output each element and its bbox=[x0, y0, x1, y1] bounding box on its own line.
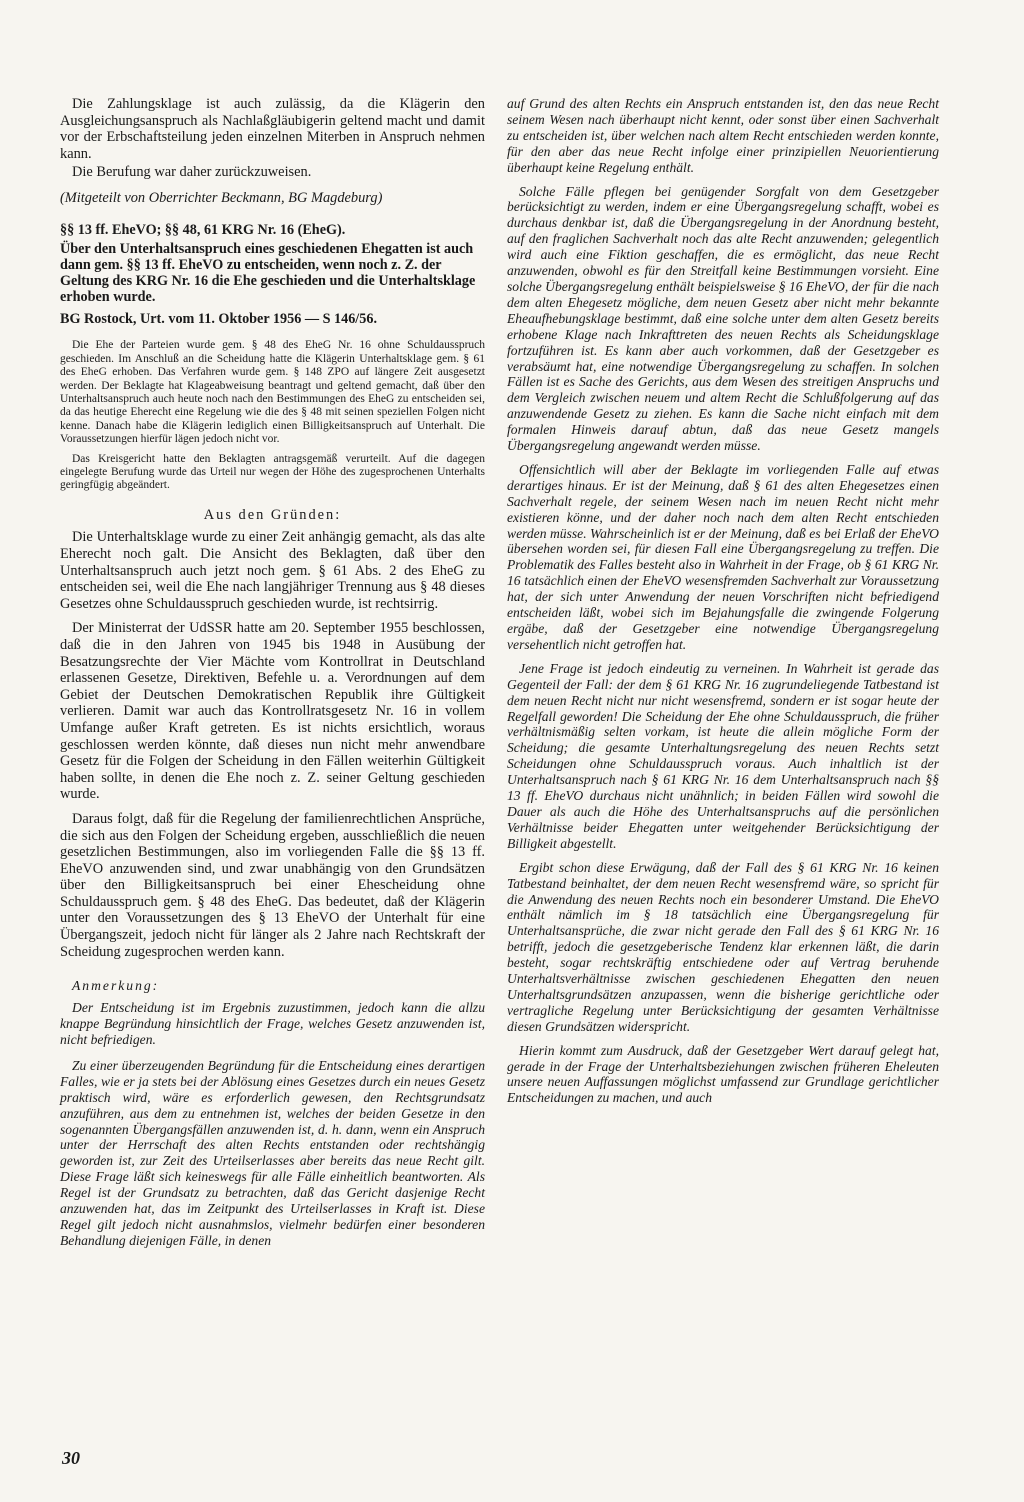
headnote: Über den Unterhaltsanspruch eines geschiedenen Ehegatten ist auch dann gem. §§ 13 ff. EheVO zu entscheiden, wenn noch z. Z. der Geltung des KRG Nr. 16 die Ehe geschieden und die Unterhaltsklage erhoben wurde. bbox=[60, 241, 476, 305]
source-credit: (Mitgeteilt von Oberrichter Beckmann, BG Magdeburg) bbox=[60, 189, 383, 206]
court-citation: BG Rostock, Urt. vom 11. Oktober 1956 — S 146/56. bbox=[60, 310, 377, 327]
facts-paragraph: Das Kreisgericht hatte den Beklagten antragsgemäß verurteilt. Auf die dagegen eingelegte Berufung wurde das Urteil nur wegen der Höhe des zugesprochenen Unterhalts geringfügig abgeändert. bbox=[60, 452, 485, 492]
annotation-paragraph: Offensichtlich will aber der Beklagte im vorliegenden Falle auf etwas derartiges hinaus. Er ist der Meinung, daß § 61 des alten Ehegesetzes einen Sachverhalt regele, der seinem Wesen nach im neuen Recht nicht mehr existieren könne, und der daher noch nach dem alten Recht entschieden werden müsse. Wahrscheinlich ist er der Meinung, daß es bei Erlaß der EheVO übersehen worden sei, für diesen Fall eine Übergangsregelung zu treffen. Die Problematik des Falles besteht also in Wahrheit in der Frage, ob § 61 KRG Nr. 16 tatsächlich einen der EheVO wesensfremden Sachverhalt zur Voraussetzung hat, der sich unter Anwendung der neuen Vorschriften nicht befriedigend entscheiden läßt, wobei sich im Bejahungsfalle die zwingende Folgerung ergäbe, daß der Gesetzgeber eine notwendige Übergangsregelung versehentlich nicht getroffen hat. bbox=[507, 461, 939, 652]
case-reference: §§ 13 ff. EheVO; §§ 48, 61 KRG Nr. 16 (EheG). bbox=[60, 221, 346, 238]
page-number: 30 bbox=[62, 1448, 80, 1468]
annotation-paragraph: auf Grund des alten Rechts ein Anspruch entstanden ist, den das neue Recht seinem Wesen nach überhaupt nicht kennt, oder sonst über einen Sachverhalt zu entscheiden ist, über welchen nach altem Recht entschieden werden konnte, für den aber das neue Recht infolge einer prinzipiellen Neuorientierung überhaupt keine Regelung enthält. bbox=[507, 96, 939, 175]
facts-paragraph: Die Ehe der Parteien wurde gem. § 48 des EheG Nr. 16 ohne Schuldausspruch geschieden. Im Anschluß an die Scheidung hatte die Klägerin Unterhaltsklage gem. § 61 des EheG erhoben. Das Verfahren wurde gem. § 148 ZPO auf längere Zeit ausgesetzt werden. Der Beklagte hat Klageabweisung beantragt und geltend gemacht, daß über den Unterhaltsanspruch auch heute noch nach den Bestimmungen des EheG zu entscheiden sei, da das heutige Eherecht eine Regelung wie die des § 48 mit seinen speziellen Folgen nicht kenne. Danach habe die Klägerin lediglich einen Billigkeitsanspruch auf Unterhalt. Die Voraussetzungen hierfür lägen jedoch nicht vor. bbox=[60, 339, 485, 446]
right-column bbox=[507, 96, 939, 1106]
annotation-paragraph: Jene Frage ist jedoch eindeutig zu verneinen. In Wahrheit ist gerade das Gegenteil der Fall: der dem § 61 KRG Nr. 16 zugrundeliegende Tatbestand ist dem neuen Recht nicht nur nicht wesensfremd, sondern er ist sogar heute der Regelfall geworden! Die Scheidung der Ehe ohne Schuldausspruch, die früher verhältnismäßig selten vorkam, ist heute die allein mögliche Form der Scheidung; die gesamte Unterhaltungsregelung des neuen Rechts setzt Scheidungen ohne Schuldausspruch voraus. Auch inhaltlich ist der Unterhaltsanspruch nach § 61 KRG Nr. 16 dem Unterhaltsanspruch nach §§ 13 ff. EheVO durchaus nicht unähnlich; in beiden Fällen wird sowohl die Dauer als auch die Höhe des Unterhaltsanspruchs auf die persönlichen Verhältnisse beider Ehegatten unter weitgehender Berücksichtigung der Billigkeit abgestellt. bbox=[507, 660, 939, 851]
left-column bbox=[60, 96, 485, 1249]
annotation-paragraph: Ergibt schon diese Erwägung, daß der Fall des § 61 KRG Nr. 16 keinen Tatbestand beinhaltet, der dem neuen Recht wesensfremd wäre, so spricht für die Anwendung des neuen Rechts noch ein besonderer Umstand. Die EheVO enthält nämlich im § 18 tatsächlich eine Übergangsregelung für Unterhaltsansprüche, die zwar nicht gerade den Fall des § 61 KRG Nr. 16 betrifft, jedoch die gesetzgeberische Tendenz klar erkennen läßt, die darin besteht, sogar rechtskräftig entschiedene oder auf Vertrag beruhende Unterhaltsverhältnisse zwischen geschiedenen Ehegatten den neuen Unterhaltsgrundsätzen anzupassen, wenn die bisherige gerichtliche oder vertragliche Regelung unter Berücksichtigung der gesamten Verhältnisse diesen Grundsätzen widerspricht. bbox=[507, 859, 939, 1034]
annotation-paragraph: Solche Fälle pflegen bei genügender Sorgfalt von dem Gesetzgeber berücksichtigt zu werden, indem er eine Übergangsregelung schafft, wobei es durchaus denkbar ist, daß die Übergangsregelung in der Anordnung besteht, auf den fraglichen Sachverhalt noch das alte Recht anzuwenden; gelegentlich wird auch eine Fiktion geschaffen, die es ermöglicht, das neue Recht anzuwenden, obwohl es für den Streitfall keine Bestimmungen vorsieht. Eine solche Übergangsregelung enthält beispielsweise § 16 EheVO, der für die nach dem alten Ehegesetz mögliche, dem neuen Gesetz aber nicht mehr bekannte Eheaufhebungsklage bestimmt, daß eine solche unter dem alten Gesetz bereits erhobene Klage nach Inkrafttreten des neuen Rechts als Scheidungsklage fortzuführen ist. Es kann aber auch vorkommen, daß der Gesetzgeber es verabsäumt hat, eine notwendige Übergangsregelung zu schaffen. In solchen Fällen ist es Sache des Gerichts, aus dem Wesen des streitigen Anspruchs und dem Vergleich zwischen neuem und altem Recht die Schlußfolgerung auf das anzuwendende Gesetz zu ziehen. Es kann die Sache nicht einfach mit dem formalen Hinweis darauf abtun, daß das neue Gesetz mangels Übergangsregelung angewandt werden müsse. bbox=[507, 183, 939, 454]
section-heading: Aus den Gründen: bbox=[203, 506, 342, 523]
annotation-paragraph: Hierin kommt zum Ausdruck, daß der Gesetzgeber Wert darauf gelegt hat, gerade in der Frage der Unterhaltsbeziehungen zwischen früheren Eheleuten unsere neuen Auffassungen möglichst umfassend zur Grundlage gerichtlicher Entscheidungen zu machen, und auch bbox=[507, 1042, 939, 1106]
paragraph: Daraus folgt, daß für die Regelung der familienrechtlichen Ansprüche, die sich aus den Folgen der Scheidung ergeben, ausschließlich die neuen gesetzlichen Bestimmungen, also im vorliegenden Falle die §§ 13 ff. EheVO anzuwenden sind, und zwar unabhängig von den Grundsätzen über den Billigkeitsanspruch bei einer Ehescheidung ohne Schuldausspruch gem. § 48 des EheG. Das bedeutet, daß der Klägerin unter den Voraussetzungen des § 13 EheVO der Unterhalt für eine Übergangszeit, jedoch nicht für länger als 2 Jahre nach Rechtskraft der Scheidung zugesprochen werden kann. bbox=[60, 810, 485, 960]
annotation-paragraph: Der Entscheidung ist im Ergebnis zuzustimmen, jedoch kann die allzu knappe Begründung hinsichtlich der Frage, welches Gesetz anzuwenden ist, nicht befriedigen. bbox=[60, 1000, 485, 1047]
annotation-paragraph: Zu einer überzeugenden Begründung für die Entscheidung eines derartigen Falles, wie er ja stets bei der Ablösung eines Gesetzes durch ein neues Gesetz praktisch wird, wäre es erforderlich gewesen, den Rechtsgrundsatz anzuführen, aus dem zu entnehmen ist, welches der beiden Gesetze in den sogenannten Übergangsfällen anzuwenden ist, d. h. dann, wenn ein Anspruch unter der Herrschaft des alten Rechts entstanden oder rechtshängig geworden ist, zur Zeit des Urteilserlasses aber bereits das neue Recht gilt. Diese Frage läßt sich keineswegs für alle Fälle einheitlich beantworten. Als Regel ist der Grundsatz zu betrachten, daß das Gericht dasjenige Recht anzuwenden hat, das im Zeitpunkt des Urteilserlasses in Kraft ist. Diese Regel gilt jedoch nicht ausnahmslos, vielmehr bedürfen einer besonderen Behandlung diejenigen Fälle, in denen bbox=[60, 1057, 485, 1248]
paragraph: Die Zahlungsklage ist auch zulässig, da die Klägerin den Ausgleichungsanspruch als Nachlaßgläubigerin geltend macht und damit vor der Erbschaftsteilung jeden einzelnen Miterben in Anspruch nehmen kann. bbox=[60, 96, 485, 162]
annotation-heading: Anmerkung: bbox=[72, 978, 160, 994]
paragraph: Die Unterhaltsklage wurde zu einer Zeit anhängig gemacht, als das alte Eherecht noch galt. Die Ansicht des Beklagten, daß über den Unterhaltsanspruch auch jetzt noch gem. § 61 Abs. 2 des EheG zu entscheiden sei, weil die Ehe nach langjähriger Trennung aus § 48 dieses Gesetzes ohne Schuldausspruch geschieden wurde, ist rechtsirrig. bbox=[60, 529, 485, 612]
paragraph: Die Berufung war daher zurückzuweisen. bbox=[72, 164, 312, 181]
paragraph: Der Ministerrat der UdSSR hatte am 20. September 1955 beschlossen, daß die in den Jahren von 1945 bis 1948 in Ausübung der Besatzungsrechte der Vier Mächte vom Kontrollrat in Deutschland erlassenen Gesetze, Direktiven, Befehle u. a. Verordnungen auf dem Gebiet der Deutschen Demokratischen Republik ihre Gültigkeit verlieren. Damit war auch das Kontrollratsgesetz Nr. 16 in vollem Umfange außer Kraft getreten. Es ist nichts ersichtlich, woraus geschlossen werden könnte, daß dieses nun nicht mehr anwendbare Gesetz für die Folgen der Scheidung in den Fällen weiterhin Gültigkeit haben sollte, in denen die Ehe noch z. Z. seiner Geltung geschieden wurde. bbox=[60, 620, 485, 803]
